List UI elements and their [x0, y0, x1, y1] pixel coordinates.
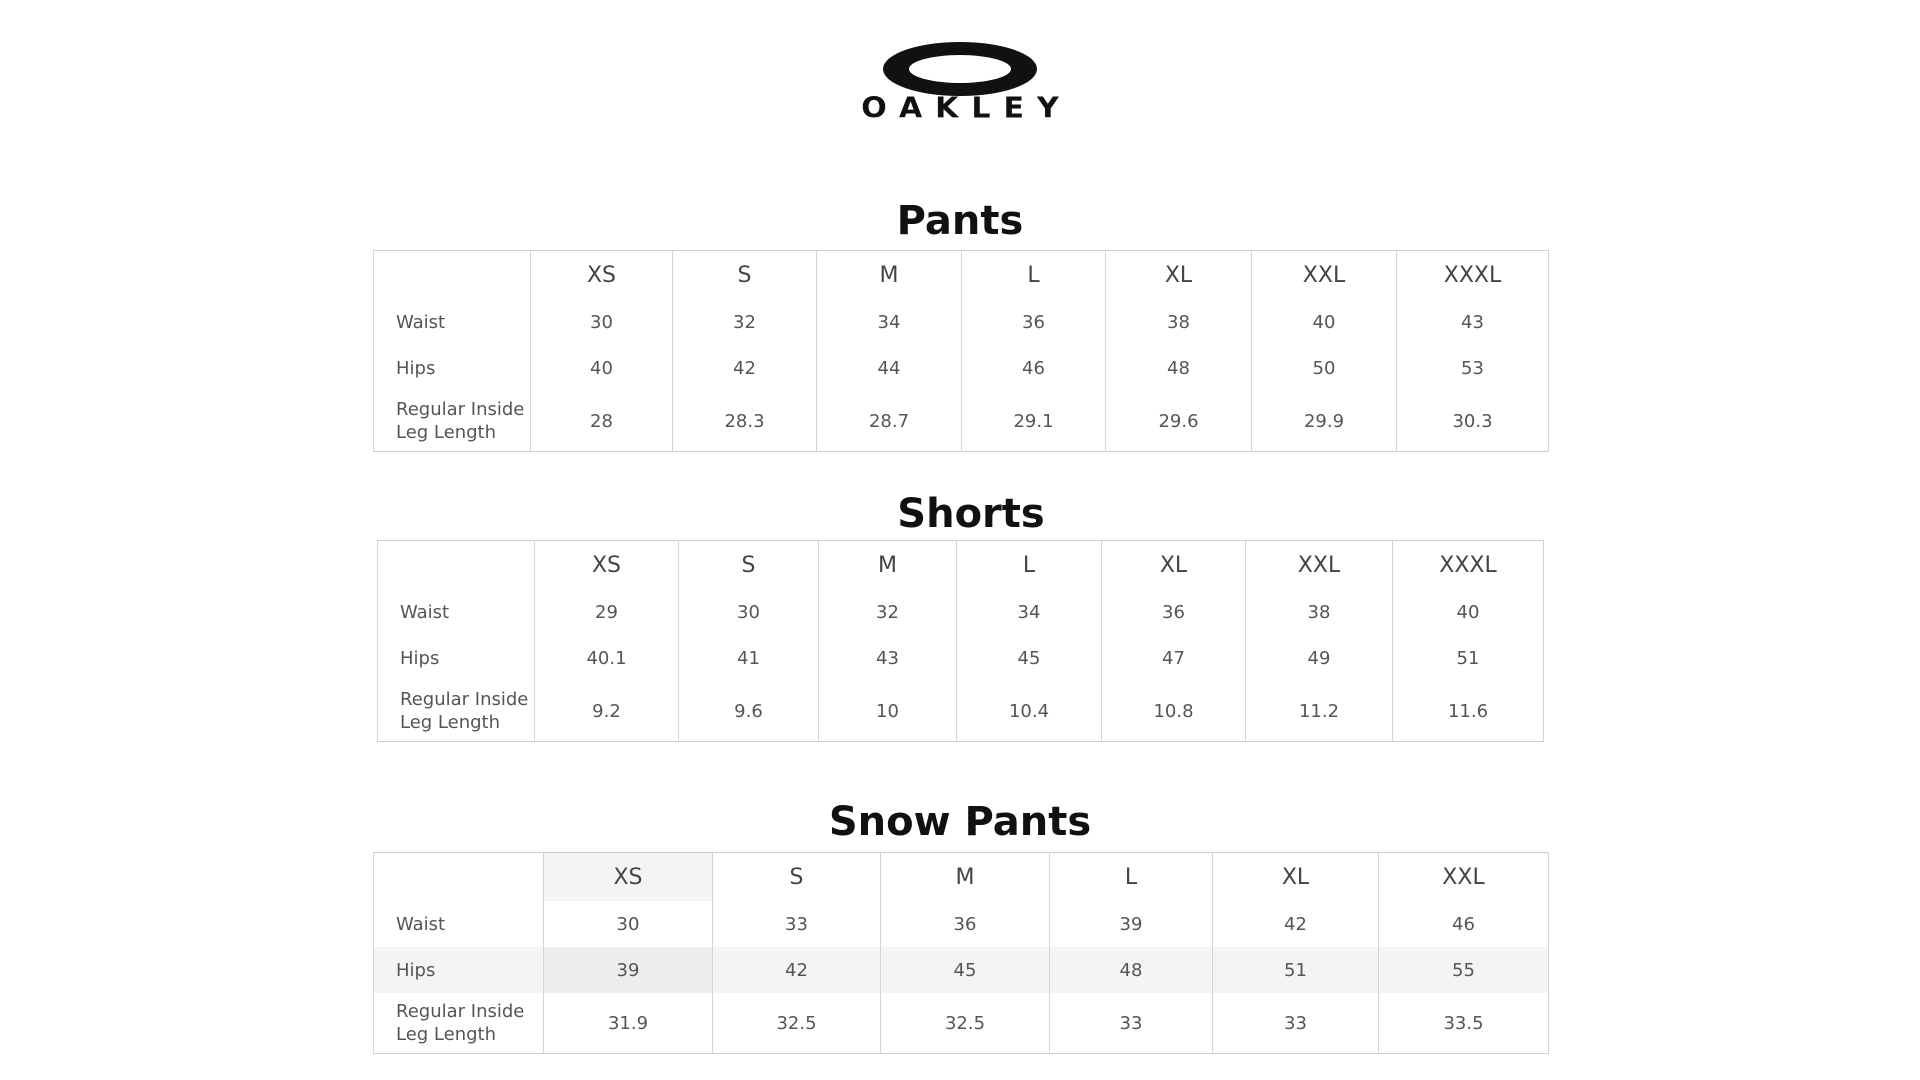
snow-pants-title: Snow Pants [828, 799, 1092, 845]
table-cell: 33.5 [1379, 993, 1549, 1054]
pants-size-table [373, 250, 1549, 452]
table-cell: 32 [673, 299, 817, 345]
table-cell: 36 [881, 901, 1050, 947]
header-row [374, 853, 1549, 902]
table-cell: 40 [1393, 589, 1544, 635]
table-cell: 33 [1213, 993, 1379, 1054]
snow-pants-size-table [373, 852, 1549, 1054]
row-label: Regular Inside Leg Length [378, 681, 535, 742]
table-cell: 32 [819, 589, 957, 635]
size-header: M [881, 853, 1050, 902]
table-cell: 28.3 [673, 391, 817, 452]
table-cell: 40.1 [535, 635, 679, 681]
row-label: Hips [374, 947, 544, 993]
table-cell: 28.7 [817, 391, 962, 452]
table-cell: 36 [1102, 589, 1246, 635]
row-label: Waist [378, 589, 535, 635]
table-cell: 32.5 [881, 993, 1050, 1054]
table-cell: 46 [1379, 901, 1549, 947]
row-label: Regular Inside Leg Length [374, 391, 531, 452]
size-header: M [819, 541, 957, 590]
row-label: Hips [378, 635, 535, 681]
table-cell: 10.4 [957, 681, 1102, 742]
size-header: XXXL [1393, 541, 1544, 590]
table-cell: 39 [1050, 901, 1213, 947]
table-cell: 42 [1213, 901, 1379, 947]
header-row [378, 541, 1544, 590]
size-header: XL [1106, 251, 1252, 300]
table-row [374, 901, 1549, 947]
table-cell: 9.2 [535, 681, 679, 742]
table-cell: 29.1 [962, 391, 1106, 452]
size-header: S [673, 251, 817, 300]
corner-cell [374, 853, 544, 902]
table-cell: 45 [881, 947, 1050, 993]
size-header: XXL [1252, 251, 1397, 300]
size-header: M [817, 251, 962, 300]
table-cell: 42 [673, 345, 817, 391]
size-header: XXL [1246, 541, 1393, 590]
table-cell: 40 [531, 345, 673, 391]
table-cell: 9.6 [679, 681, 819, 742]
table-cell: 43 [1397, 299, 1549, 345]
table-cell: 43 [819, 635, 957, 681]
table-row [374, 299, 1549, 345]
table-cell: 41 [679, 635, 819, 681]
row-label: Hips [374, 345, 531, 391]
table-cell: 38 [1106, 299, 1252, 345]
table-cell: 31.9 [544, 993, 713, 1054]
table-cell: 44 [817, 345, 962, 391]
table-row [374, 993, 1549, 1054]
corner-cell [374, 251, 531, 300]
corner-cell [378, 541, 535, 590]
table-cell: 29.6 [1106, 391, 1252, 452]
table-cell: 30 [679, 589, 819, 635]
table-cell: 50 [1252, 345, 1397, 391]
size-header: L [957, 541, 1102, 590]
table-row [374, 345, 1549, 391]
table-cell: 11.2 [1246, 681, 1393, 742]
table-cell: 39 [544, 947, 713, 993]
shorts-title: Shorts [897, 491, 1045, 537]
size-header: XS [544, 853, 713, 902]
size-header: S [679, 541, 819, 590]
table-cell: 33 [713, 901, 881, 947]
size-header: XL [1102, 541, 1246, 590]
table-cell: 47 [1102, 635, 1246, 681]
table-cell: 30 [531, 299, 673, 345]
table-cell: 29.9 [1252, 391, 1397, 452]
table-cell: 33 [1050, 993, 1213, 1054]
table-cell: 34 [957, 589, 1102, 635]
row-label: Waist [374, 901, 544, 947]
table-cell: 46 [962, 345, 1106, 391]
table-cell: 30 [544, 901, 713, 947]
size-header: L [962, 251, 1106, 300]
table-cell: 29 [535, 589, 679, 635]
table-cell: 28 [531, 391, 673, 452]
row-label: Waist [374, 299, 531, 345]
size-header: L [1050, 853, 1213, 902]
header-row [374, 251, 1549, 300]
size-header: S [713, 853, 881, 902]
table-cell: 49 [1246, 635, 1393, 681]
table-cell: 51 [1213, 947, 1379, 993]
shorts-size-table [377, 540, 1544, 742]
table-cell: 40 [1252, 299, 1397, 345]
oakley-ellipse-icon [883, 42, 1037, 96]
size-header: XXL [1379, 853, 1549, 902]
table-row [378, 589, 1544, 635]
table-row [374, 947, 1549, 993]
table-cell: 53 [1397, 345, 1549, 391]
table-cell: 55 [1379, 947, 1549, 993]
table-cell: 51 [1393, 635, 1544, 681]
table-cell: 32.5 [713, 993, 881, 1054]
table-cell: 48 [1106, 345, 1252, 391]
table-row [378, 635, 1544, 681]
size-header: XXXL [1397, 251, 1549, 300]
table-cell: 36 [962, 299, 1106, 345]
brand-wordmark: OAKLEY [861, 91, 1072, 126]
row-label: Regular Inside Leg Length [374, 993, 544, 1054]
size-header: XS [531, 251, 673, 300]
table-row [378, 681, 1544, 742]
table-cell: 11.6 [1393, 681, 1544, 742]
table-cell: 10.8 [1102, 681, 1246, 742]
table-cell: 10 [819, 681, 957, 742]
table-cell: 38 [1246, 589, 1393, 635]
size-header: XL [1213, 853, 1379, 902]
table-cell: 34 [817, 299, 962, 345]
table-cell: 45 [957, 635, 1102, 681]
size-header: XS [535, 541, 679, 590]
table-cell: 30.3 [1397, 391, 1549, 452]
pants-title: Pants [896, 198, 1024, 244]
table-row [374, 391, 1549, 452]
table-cell: 48 [1050, 947, 1213, 993]
oakley-logo [845, 42, 1075, 132]
table-cell: 42 [713, 947, 881, 993]
